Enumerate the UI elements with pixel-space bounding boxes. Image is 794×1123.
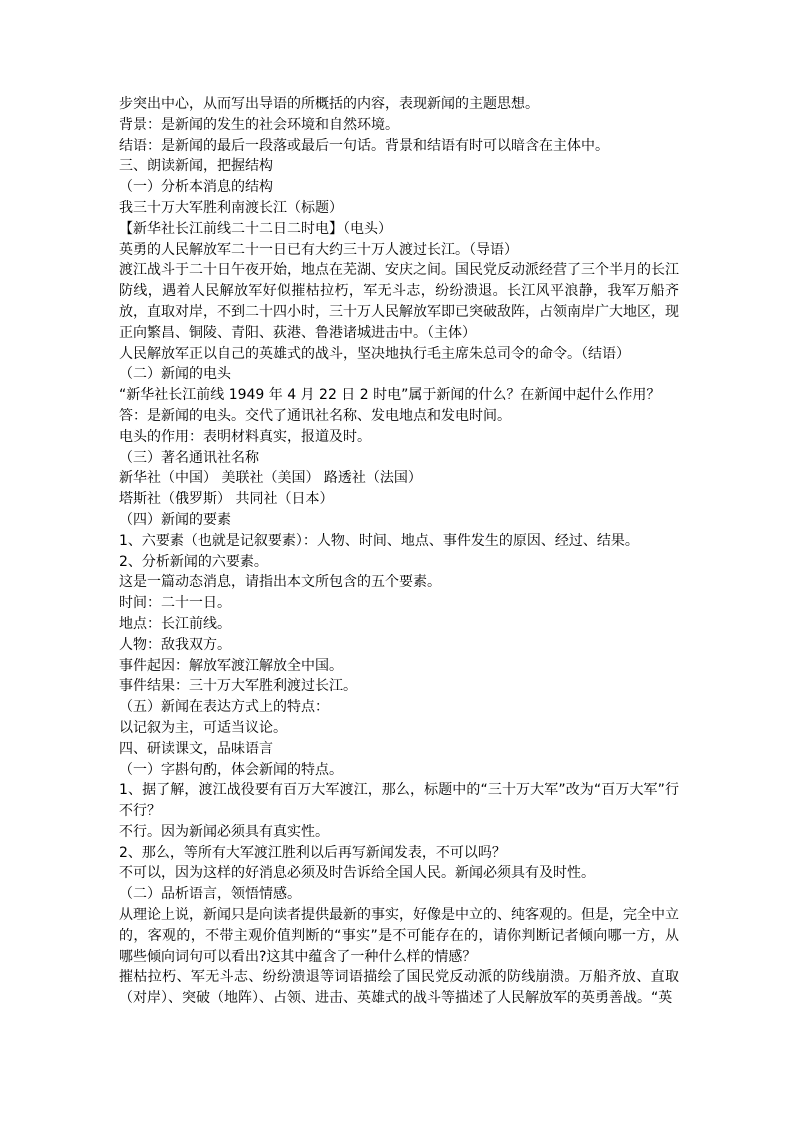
text-line: 【新华社长江前线二十二日二时电】（电头）	[119, 220, 392, 237]
text-line: 1、六要素（也就是记叙要素）：人物、时间、地点、事件发生的原因、经过、结果。	[119, 532, 639, 549]
subsection-heading: （一）字斟句酌，体会新闻的特点。	[119, 761, 343, 778]
text-line: 塔斯社（俄罗斯） 共同社（日本）	[119, 491, 334, 508]
text-line: 我三十万大军胜利南渡长江（标题）	[119, 199, 343, 216]
text-line: 2、那么，等所有大军渡江胜利以后再写新闻发表，不可以吗？	[119, 844, 506, 861]
text-line: 2、分析新闻的六要素。	[119, 553, 268, 570]
text-line: 这是一篇动态消息，请指出本文所包含的五个要素。	[119, 574, 441, 591]
text-line: 新华社（中国） 美联社（美国） 路透社（法国）	[119, 470, 422, 487]
text-line: 答：是新闻的电头。交代了通讯社名称、发电地点和发电时间。	[119, 407, 511, 424]
text-line: 时间：二十一日。	[119, 595, 231, 612]
text-paragraph: 从理论上说，新闻只是向读者提供最新的事实，好像是中立的、纯客观的。但是，完全中立的，客观的，不带主观价值判断的“事实”是不可能存在的，请你判断记者倾向哪一方，从哪些倾向词句可以看出?这其中蕴含了一种什么样的情感？	[119, 907, 679, 965]
text-line: 事件结果：三十万大军胜利渡过长江。	[119, 678, 357, 695]
text-line: 背景：是新闻的发生的社会环境和自然环境。	[119, 116, 399, 133]
subsection-heading: （五）新闻在表达方式上的特点：	[119, 699, 329, 716]
subsection-heading: （四）新闻的要素	[119, 511, 231, 528]
text-line: “新华社长江前线 1949 年 4 月 22 日 2 时电”属于新闻的什么？在新闻中起什么作用？	[119, 387, 661, 404]
text-line: 地点：长江前线。	[119, 615, 231, 632]
subsection-heading: （一）分析本消息的结构	[119, 179, 273, 196]
text-paragraph: 摧枯拉朽、军无斗志、纷纷溃退等词语描绘了国民党反动派的防线崩溃。万船齐放、直取（对岸）、突破（地阵）、占领、进击、英雄式的战斗等描述了人民解放军的英勇善战。“英	[119, 969, 679, 1007]
text-line: 电头的作用：表明材料真实，报道及时。	[119, 428, 371, 445]
section-heading: 四、研读课文，品味语言	[119, 740, 273, 757]
text-line: 人物：敌我双方。	[119, 636, 231, 653]
document-body	[119, 94, 679, 1009]
text-line: 以记叙为主，可适当议论。	[119, 719, 287, 736]
section-heading: 三、朗读新闻，把握结构	[119, 158, 273, 175]
text-line: 人民解放军正以自己的英雄式的战斗，坚决地执行毛主席朱总司令的命令。（结语）	[119, 345, 630, 362]
subsection-heading: （三）著名通讯社名称	[119, 449, 259, 466]
text-line: 步突出中心，从而写出导语的所概括的内容，表现新闻的主题思想。	[119, 96, 539, 112]
text-line: 英勇的人民解放军二十一日已有大约三十万人渡过长江。（导语）	[119, 241, 518, 258]
text-line: 事件起因：解放军渡江解放全中国。	[119, 657, 343, 674]
subsection-heading: （二）品析语言，领悟情感。	[119, 886, 301, 903]
subsection-heading: （二）新闻的电头	[119, 366, 231, 383]
text-line: 不行。因为新闻必须具有真实性。	[119, 823, 329, 840]
text-paragraph: 渡江战斗于二十日午夜开始，地点在芜湖、安庆之间。国民党反动派经营了三个半月的长江防线，遇着人民解放军好似摧枯拉朽，军无斗志，纷纷溃退。长江风平浪静，我军万船齐放，直取对岸，不到二十四小时，三十万人民解放军即已突破敌阵，占领南岸广大地区，现正向繁昌、铜陵、青阳、荻港、鲁港诸城进击中。（主体）	[119, 262, 679, 341]
text-line: 结语：是新闻的最后一段落或最后一句话。背景和结语有时可以暗含在主体中。	[119, 137, 609, 154]
text-paragraph: 1、据了解，渡江战役要有百万大军渡江，那么，标题中的“三十万大军”改为“百万大军”行不行？	[119, 782, 679, 820]
text-line: 不可以，因为这样的好消息必须及时告诉给全国人民。新闻必须具有及时性。	[119, 865, 595, 882]
